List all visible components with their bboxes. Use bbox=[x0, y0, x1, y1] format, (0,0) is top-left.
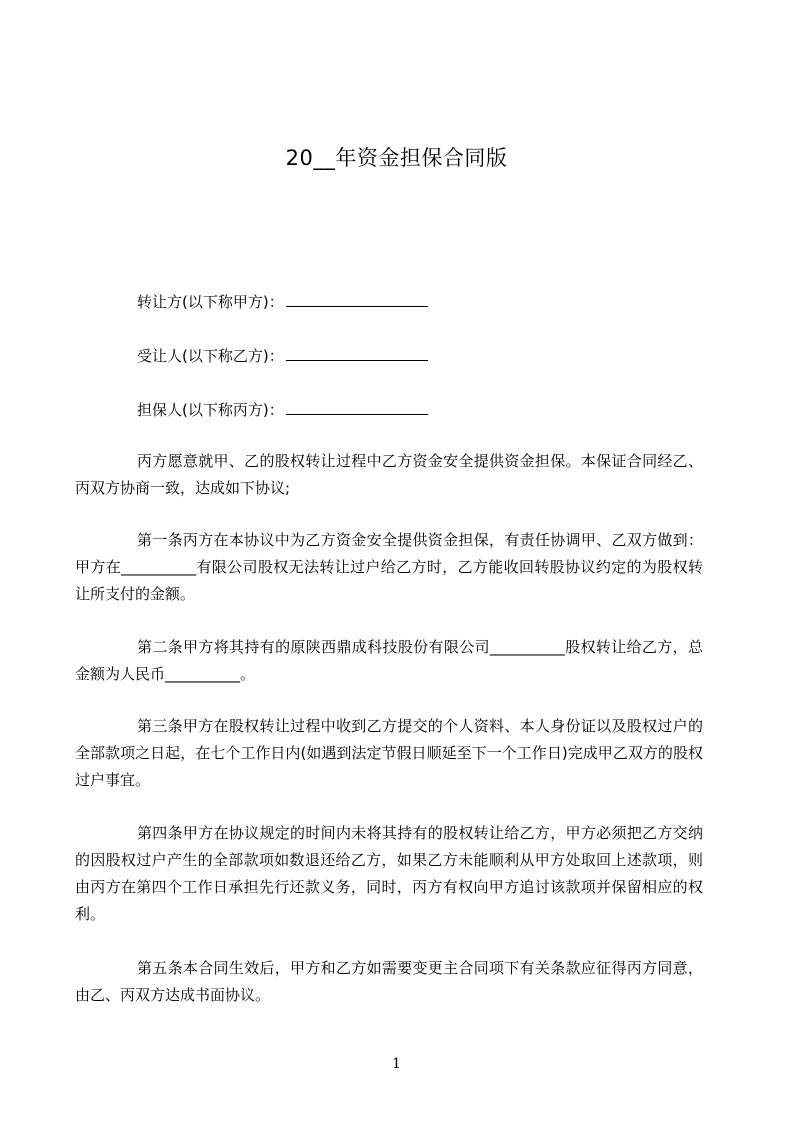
party-blank-transferee[interactable] bbox=[286, 346, 428, 361]
party-label-guarantor: 担保人(以下称丙方)： bbox=[137, 401, 284, 419]
party-label-transferee: 受让人(以下称乙方)： bbox=[137, 347, 284, 365]
party-blank-guarantor[interactable] bbox=[286, 400, 428, 415]
party-line-transferor bbox=[137, 292, 428, 312]
party-blank-transferor[interactable] bbox=[286, 292, 428, 307]
party-label-transferor: 转让方(以下称甲方)： bbox=[137, 293, 284, 311]
paragraph-preamble: 丙方愿意就甲、乙的股权转让过程中乙方资金安全提供资金担保。本保证合同经乙、丙双方协商一致，达成如下协议; bbox=[75, 452, 703, 497]
paragraph-article-2: 第二条甲方将其持有的原陕西鼎成科技股份有限公司__________股权转让给乙方，总金额为人民币__________。 bbox=[75, 638, 703, 683]
party-line-transferee bbox=[137, 346, 428, 366]
paragraph-article-4: 第四条甲方在协议规定的时间内未将其持有的股权转让给乙方，甲方必须把乙方交纳的因股权过户产生的全部款项如数退还给乙方，如果乙方未能顺利从甲方处取回上述款项，则由丙方在第四个工作日承担先行还款义务，同时，丙方有权向甲方追讨该款项并保留相应的权利。 bbox=[75, 824, 703, 923]
page-number: 1 bbox=[392, 1056, 401, 1072]
paragraph-article-3: 第三条甲方在股权转让过程中收到乙方提交的个人资料、本人身份证以及股权过户的全部款项之日起，在七个工作日内(如遇到法定节假日顺延至下一个工作日)完成甲乙双方的股权过户事宜。 bbox=[75, 717, 703, 789]
party-line-guarantor bbox=[137, 400, 428, 420]
paragraph-article-5: 第五条本合同生效后，甲方和乙方如需要变更主合同项下有关条款应征得丙方同意，由乙、丙双方达成书面协议。 bbox=[75, 959, 703, 1004]
paragraph-article-1: 第一条丙方在本协议中为乙方资金安全提供资金担保，有责任协调甲、乙双方做到：甲方在__________有限公司股权无法转让过户给乙方时，乙方能收回转股协议约定的为股权转让所支付的金额。 bbox=[75, 531, 703, 603]
document-title: 20__年资金担保合同版 bbox=[285, 146, 508, 170]
